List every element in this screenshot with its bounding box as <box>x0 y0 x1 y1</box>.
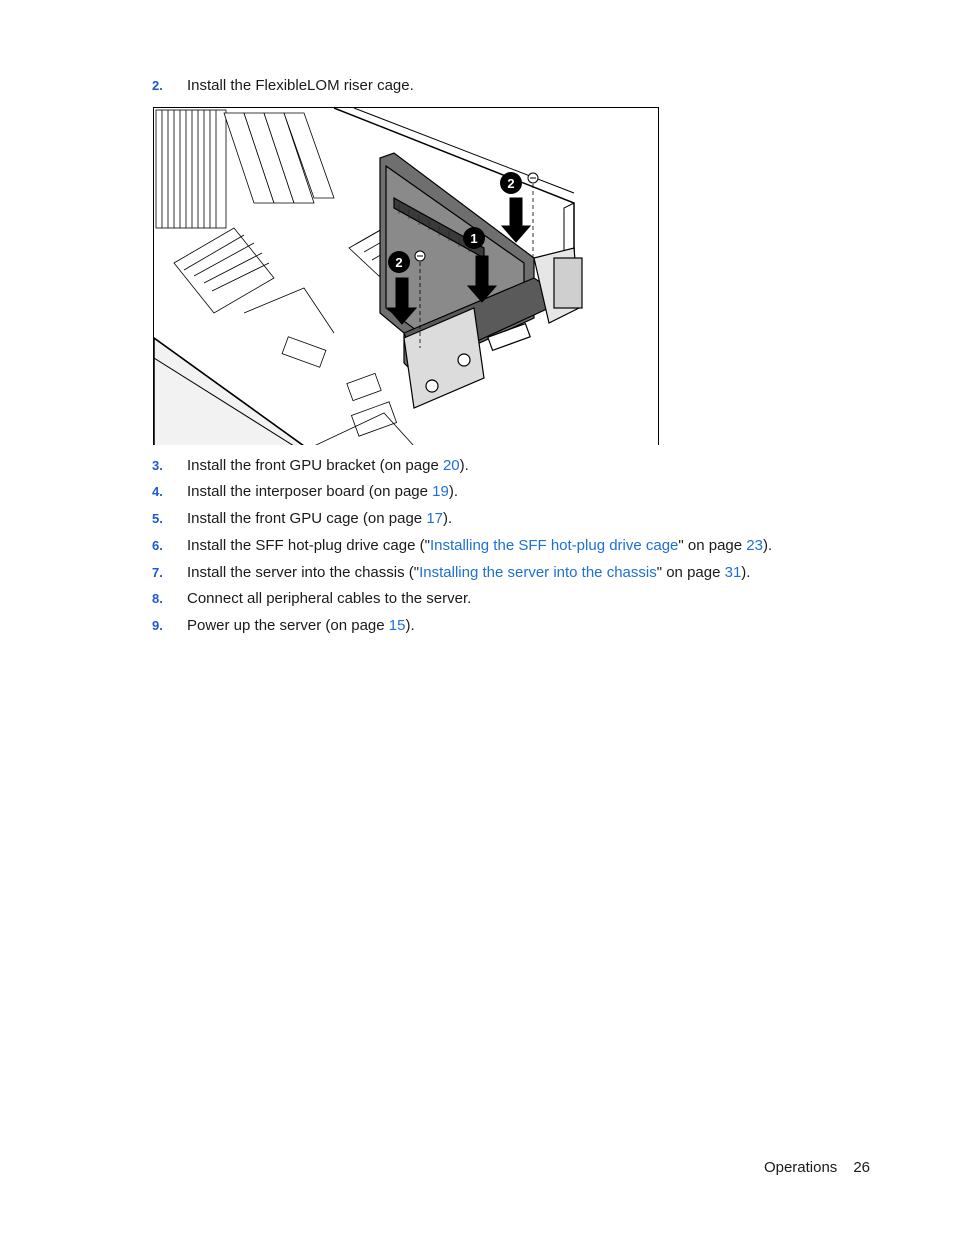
step-number: 6. <box>152 538 163 553</box>
step-text <box>187 536 772 556</box>
page-link-23[interactable]: 23 <box>746 537 763 554</box>
step-text <box>187 616 415 636</box>
callout-2-right <box>500 172 522 194</box>
step-text-mid: " on page <box>656 564 725 581</box>
step-number: 3. <box>152 458 163 473</box>
step-number: 9. <box>152 618 163 633</box>
step-text-post: ). <box>405 617 415 634</box>
callout-2-right-label: 2 <box>507 176 515 191</box>
step-text-pre: Power up the server (on page <box>187 617 389 634</box>
step-text-pre: Install the front GPU cage (on page <box>187 510 427 527</box>
page-link-20[interactable]: 20 <box>442 457 460 474</box>
step-number: 7. <box>152 565 163 580</box>
step-text-post: ). <box>459 457 469 474</box>
callout-2-left <box>388 251 410 273</box>
step-text-post: ). <box>448 483 459 500</box>
riser-cage-drawing <box>154 108 659 445</box>
step-number: 2. <box>152 78 163 93</box>
step-text-post: ). <box>741 564 751 581</box>
step-text-mid: " on page <box>678 537 747 554</box>
riser-cage-illustration <box>153 107 659 445</box>
page-link-15[interactable]: 15 <box>388 617 406 634</box>
callout-2-left-label: 2 <box>395 255 403 270</box>
footer-page-number: 26 <box>853 1159 870 1176</box>
step-text: Connect all peripheral cables to the server. <box>187 590 472 607</box>
step-text-pre: Install the front GPU bracket (on page <box>187 457 443 474</box>
step-number: 4. <box>152 484 163 499</box>
step-text <box>187 563 750 583</box>
step-text-post: ). <box>762 537 773 554</box>
link-server-into-chassis[interactable]: Installing the server into the chassis <box>419 564 657 581</box>
footer-section: Operations <box>763 1159 838 1176</box>
step-text-pre: Install the SFF hot-plug drive cage (" <box>187 537 430 554</box>
step-number: 8. <box>152 591 163 606</box>
step-text <box>187 509 452 529</box>
step-text <box>187 456 469 476</box>
step-text: Install the FlexibleLOM riser cage. <box>187 77 414 94</box>
link-sff-drive-cage[interactable]: Installing the SFF hot-plug drive cage <box>429 537 679 554</box>
step-text-post: ). <box>443 510 453 527</box>
page-link-19[interactable]: 19 <box>432 483 449 500</box>
step-text-pre: Install the server into the chassis (" <box>187 564 420 581</box>
page-link-17[interactable]: 17 <box>426 510 443 527</box>
page-footer <box>764 1158 870 1178</box>
step-number: 5. <box>152 511 163 526</box>
callout-1-label: 1 <box>470 231 478 246</box>
page-link-31[interactable]: 31 <box>724 564 742 581</box>
step-text-pre: Install the interposer board (on page <box>187 483 433 500</box>
step-text <box>187 482 458 502</box>
callout-1 <box>463 227 485 249</box>
